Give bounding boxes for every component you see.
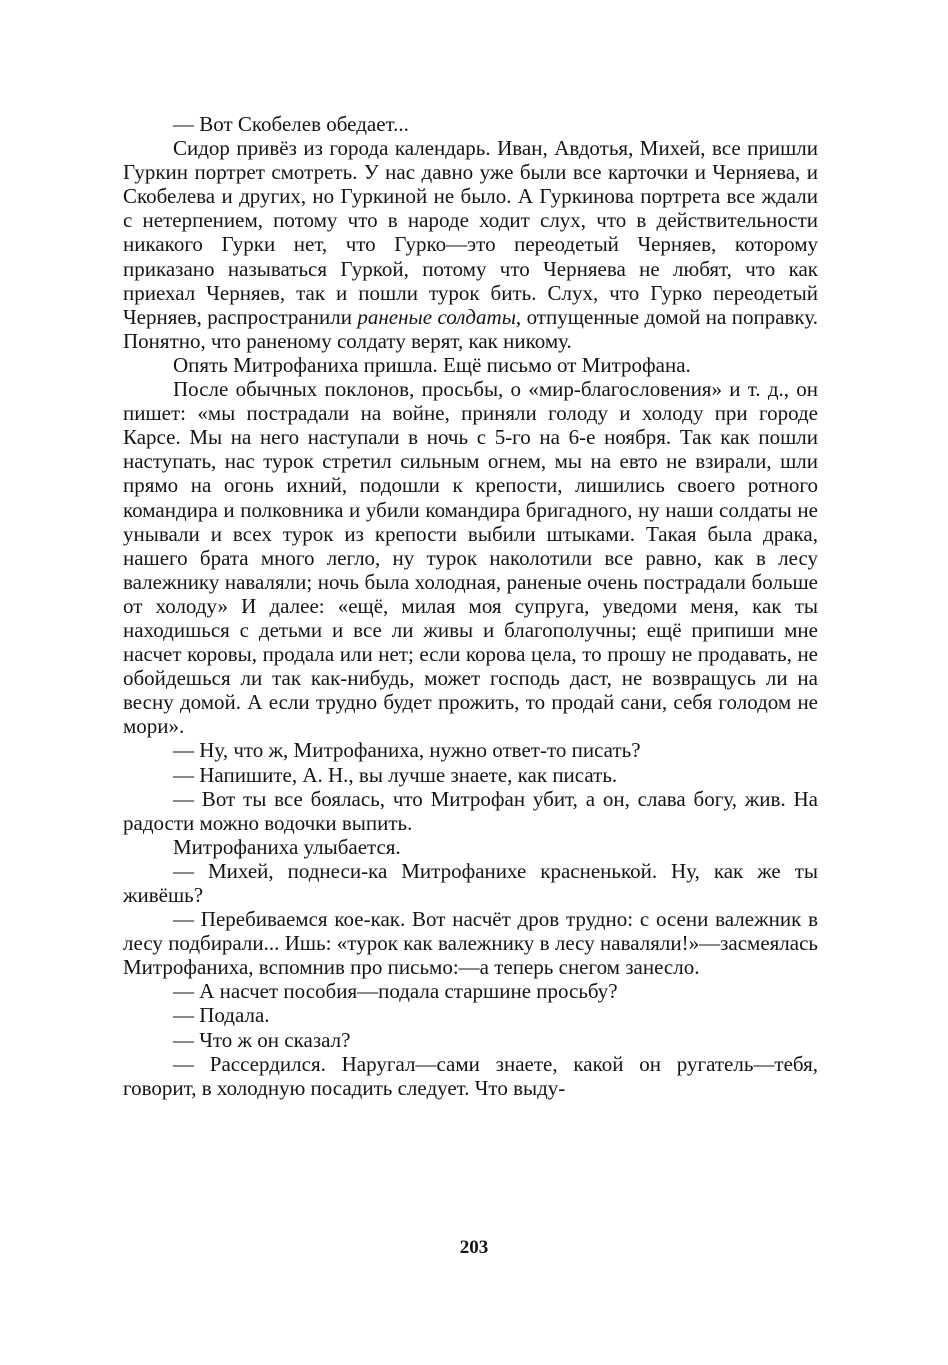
paragraph: Митрофаниха улыбается. — [173, 834, 401, 859]
paragraph: — Рассердился. Наругал—сами знаете, какой он ругатель—тебя, говорит, в холодную посадить следует. Что выду- — [123, 1051, 818, 1100]
paragraph: — Перебиваемся кое-как. Вот насчёт дров трудно: с осени валежник в лесу подбирали... Ишь: «турок как валежнику в лесу наваляли!»—засмеялась Митрофаниха, вспомнив про письмо:—а теперь снегом занесло. — [123, 907, 818, 980]
paragraph: — Что ж он сказал? — [173, 1027, 351, 1052]
paragraph-text: , отпущенные домой на поправку. Понятно, что раненому солдату верят, как никому. — [123, 304, 818, 353]
paragraph: — Вот Скобелев обедает... — [173, 112, 409, 136]
paragraph-text: Сидор привёз из города календарь. Иван, Авдотья, Михей, все пришли Гуркин портрет смотреть. У нас давно уже были все карточки и Черняева, и Скобелева и других, но Гуркиной не было. А Гуркинова портрета все ждали с нетерпением, потому что в народе ходит слух, что в действительности никакого Гурки нет, что Гурко—это переодетый Черняев, которому приказано называться Гуркой, потому что Черняева не любят, что как приехал Черняев, так и пошли турок бить. Слух, что Гурко переодетый Черняев, распространили — [123, 136, 818, 329]
italic-phrase: раненые солдаты — [357, 304, 516, 329]
paragraph: Опять Митрофаниха пришла. Ещё письмо от Митрофана. — [173, 352, 691, 377]
paragraph: После обычных поклонов, просьбы, о «мир-благословения» и т. д., он пишет: «мы пострадали на войне, приняли голоду и холоду при городе Карсе. Мы на него наступали в ночь с 5-го на 6-е ноября. Так как пошли наступать, нас турок стретил сильным огнем, мы на евто не взирали, шли прямо на огонь ихний, подошли к крепости, лишились своего ротного командира и полковника и убили командира бригадного, ну наши солдаты не унывали и всех турок из крепости выбили штыками. Такая была драка, нашего брата много легло, ну турок наколотили все равно, как в лесу валежнику наваляли; ночь была холодная, раненые очень пострадали больше от холоду» И далее: «ещё, милая моя супруга, уведоми меня, как ты находишься с детьми и все ли живы и благополучны; ещё припиши мне насчет коровы, продала или нет; если корова цела, то прошу не продавать, не обойдешься ли так как-нибудь, может господь даст, не возвращусь ли на весну домой. А если трудно будет прожить, то продай сани, себя голодом не мори». — [123, 377, 818, 739]
paragraph — [123, 136, 818, 353]
paragraph: — Ну, что ж, Митрофаниха, нужно ответ-то писать? — [173, 738, 641, 763]
paragraph: — Напишите, А. Н., вы лучше знаете, как писать. — [173, 762, 618, 787]
paragraph: — Михей, поднеси-ка Митрофанихе красненькой. Ну, как же ты живёшь? — [123, 858, 818, 907]
paragraph: — А насчет пособия—подала старшине просьбу? — [173, 979, 618, 1004]
paragraph: — Подала. — [173, 1003, 270, 1028]
page-number: 203 — [459, 1237, 489, 1258]
paragraph: — Вот ты все боялась, что Митрофан убит, а он, слава богу, жив. На радости можно водочки выпить. — [123, 786, 818, 835]
page-text — [123, 112, 818, 1100]
